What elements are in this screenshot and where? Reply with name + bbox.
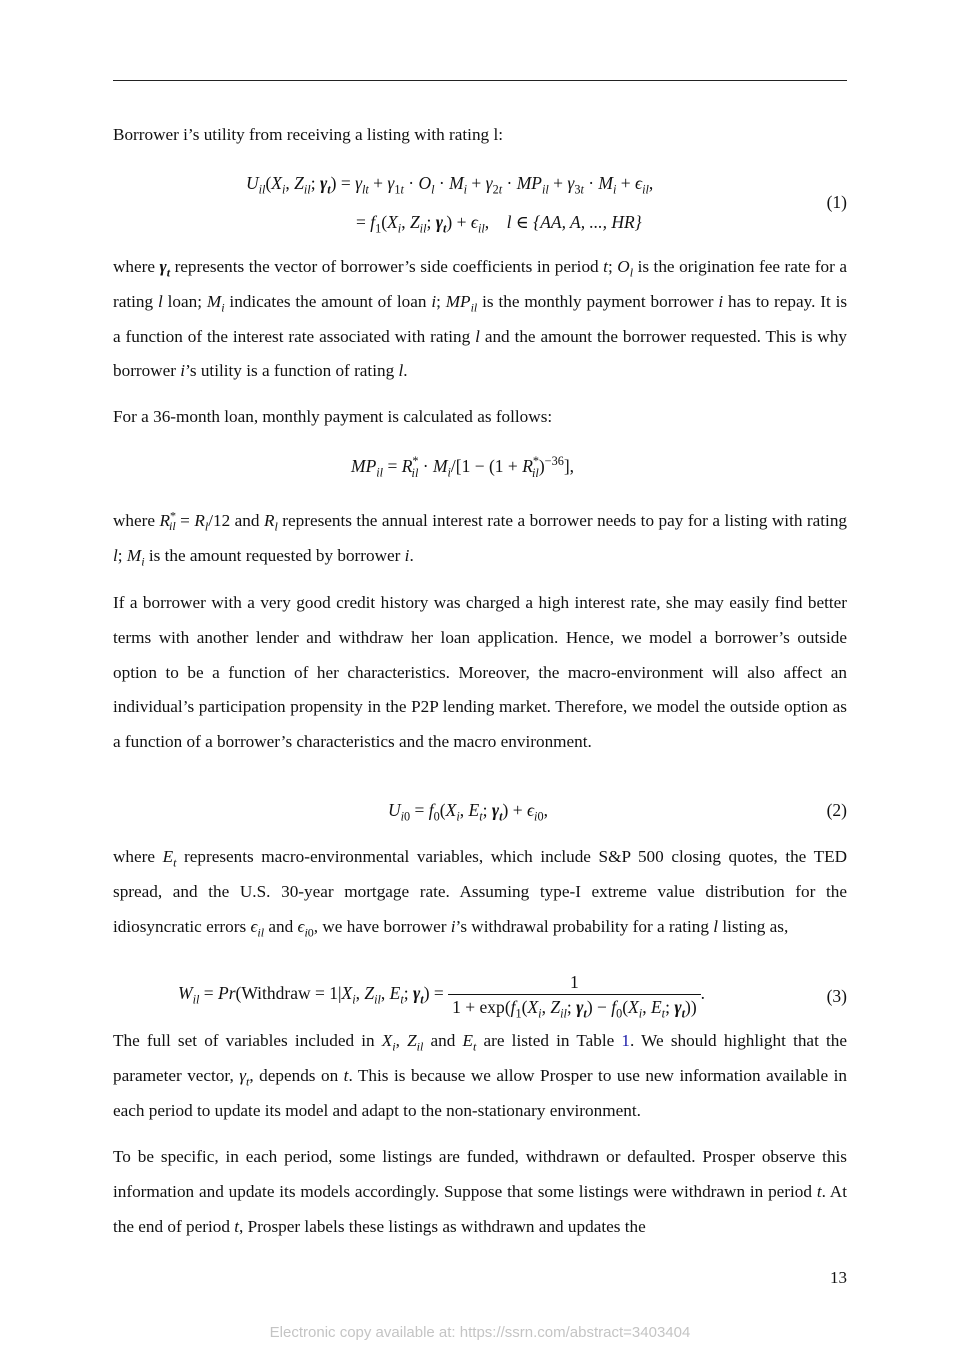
equation-1-number: (1) bbox=[826, 192, 847, 212]
rating-set: {AA, A, ..., HR} bbox=[533, 212, 642, 232]
ssrn-footer: Electronic copy available at: https://ssrn.com/abstract=3403404 bbox=[269, 1324, 691, 1341]
equation-3-number: (3) bbox=[826, 986, 847, 1006]
equation-1 bbox=[113, 170, 847, 244]
equation-monthly-payment: $MP_{il} = R^*_{il} \cdot M_i/[1 - (1 + R^*_{il})^{-36}]$, bbox=[351, 454, 575, 480]
equation-3: $W_{il}$ = Pr(Withdraw = $1|X_i$, $Z_{il}$, $E_t$; $\gamma_t$) = $\frac{1}{1 + \exp(f_1(X_i, Z_{il}; \gamma_t) - f_0(X_i, E_t; \gamma_t))}$ . (3) bbox=[178, 972, 847, 1021]
withdraw-probability-fraction: $\frac{1}{1 + \exp(f_1(X_i, Z_{il}; \gamma_t) - f_0(X_i, E_t; \gamma_t))}$ bbox=[448, 972, 701, 1018]
paragraph-outside-option: If a borrower with a very good credit history was charged a high interest rate, she may easily find better terms with another lender and withdraw her loan application. Hence, we model a borrower’s outside option to be a function of her characteristics. Moreover, the macro-environment will also affect an individual’s participation propensity in the P2P lending market. Therefore, we model the outside option as a function of a borrower’s characteristics and the macro environment. bbox=[113, 593, 847, 752]
equation-2: $U_{i0} = f_0(X_i$, $E_t$; $\gamma_t) + \epsilon_{i0}$, (2) bbox=[388, 800, 847, 824]
paragraph-interest-rate: where $R^*_{il} = R_l/12$ and $R_l$ represents the annual interest rate a borrower needs to pay for a listing with rating l; $M_i$ is the amount requested by borrower i. bbox=[113, 508, 848, 569]
paragraph-intro: Borrower i’s utility from receiving a listing with rating l: bbox=[113, 125, 503, 144]
paragraph-update: To be specific, in each period, some listings are funded, withdrawn or defaulted. Prosper observe this information and update its models accordingly. Suppose that some listings were withdrawn in period t. At the end of period t, Prosper labels these listings as withdrawn and updates the bbox=[113, 1147, 847, 1236]
paragraph-coefficients: where $\gamma_t$ represents the vector of borrower’s side coefficients in period t; $O_l$ is the origination fee rate for a rating l loan; $M_i$ indicates the amount of loan i; $MP_{il}$ is the monthly payment borrower i has to repay. It is a function of the interest rate associated with rating l and the amount the borrower requested. This is why borrower i’s utility is a function of rating l. bbox=[113, 257, 848, 381]
paragraph-variables: The full set of variables included in $X_i$, $Z_{il}$ and $E_t$ are listed in Table 1. We should highlight that the parameter vector, $\gamma_t$, depends on t. This is because we allow Prosper to use new information available in each period to update its model and adapt to the non-stationary environment. bbox=[113, 1031, 848, 1120]
page-number: 13 bbox=[830, 1268, 847, 1287]
equation-1-line-1: $U_{il}(X_i$, $Z_{il}$; $\gamma_t) = \gamma_{lt} + \gamma_{1t} \cdot O_l \cdot M_i + \gamma_{2t} \cdot MP_{il} + \gamma_{3t} \cdot M_i + \epsilon_{il}$, bbox=[246, 173, 654, 197]
table-reference-link[interactable]: 1 bbox=[621, 1031, 631, 1050]
header-rule bbox=[113, 80, 847, 81]
paragraph-macro-environment: where $E_t$ represents macro-environmental variables, which include S&P 500 closing quotes, the TED spread, and the U.S. 30-year mortgage rate. Assuming type-I extreme value distribution for the idiosyncratic errors $\epsilon_{il}$ and $\epsilon_{i0}$, we have borrower i’s withdrawal probability for a rating l listing as, bbox=[113, 847, 848, 940]
paragraph-36-month: For a 36-month loan, monthly payment is calculated as follows: bbox=[113, 407, 553, 426]
equation-2-number: (2) bbox=[826, 800, 847, 820]
equation-1-line-2: = $f_1(X_i$, $Z_{il}$; $\gamma_t) + \epsilon_{il}$, l ∈ {AA, A, ..., HR} bbox=[356, 212, 642, 236]
